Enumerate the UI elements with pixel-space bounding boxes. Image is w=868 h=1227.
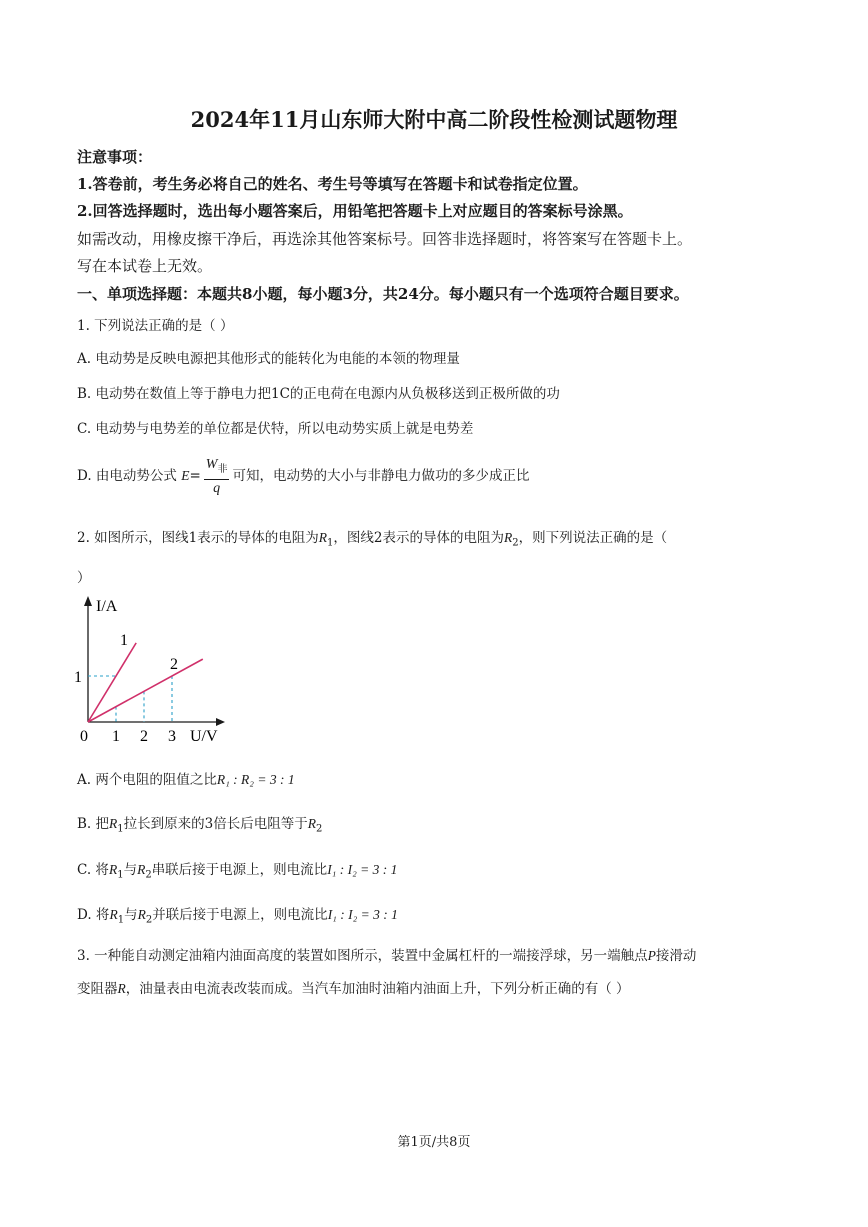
series-1-line bbox=[88, 643, 136, 722]
q2-option-c: C. 将$R_1$与$R_2$串联后接于电源上，则电流比I₁ : I₂ = 3 : 1 bbox=[77, 862, 398, 881]
q1-stem: 1. 下列说法正确的是（ ） bbox=[77, 318, 234, 334]
notice-item-2: 2.回答选择题时，选出每小题答案后，用铅笔把答题卡上对应题目的答案标号涂黑。 bbox=[77, 202, 633, 220]
iv-graph bbox=[70, 590, 230, 750]
page-title: 2024年11月山东师大附中高二阶段性检测试题物理 bbox=[190, 107, 678, 132]
y-tick-label-1: 1 bbox=[74, 669, 82, 686]
q2-option-b: B. 把$R_1$拉长到原来的3倍长后电阻等于$R_2$ bbox=[77, 816, 323, 835]
q1-option-d: D. 由电动势公式 E= $\frac{W_非}{q}$ 可知，电动势的大小与非静电力做功的多少成正比 bbox=[77, 457, 530, 496]
section-heading: 一、单项选择题：本题共8小题，每小题3分，共24分。每小题只有一个选项符合题目要求。 bbox=[77, 285, 689, 303]
q1-option-c: C. 电动势与电势差的单位都是伏特，所以电动势实质上就是电势差 bbox=[77, 421, 474, 437]
q2-stem: 2. 如图所示，图线1表示的导体的电阻为$R_1$，图线2表示的导体的电阻为$R_2$，则下列说法正确的是（ bbox=[77, 530, 668, 549]
x-tick-label-2: 2 bbox=[140, 728, 148, 745]
page-footer: 第1页/共8页 bbox=[397, 1135, 471, 1150]
x-axis-label: U/V bbox=[190, 728, 218, 745]
notice-item-2-cont-1: 如需改动，用橡皮擦干净后，再选涂其他答案标号。回答非选择题时，将答案写在答题卡上。 bbox=[77, 230, 693, 248]
series-lines bbox=[88, 643, 203, 722]
q3-line-1: 3. 一种能自动测定油箱内油面高度的装置如图所示，装置中金属杠杆的一端接浮球，另一端触点P接滑动 bbox=[77, 948, 697, 964]
q1-option-b: B. 电动势在数值上等于静电力把1C的正电荷在电源内从负极移送到正极所做的功 bbox=[77, 386, 560, 402]
y-axis-label: I/A bbox=[96, 598, 118, 615]
series-2-label: 2 bbox=[170, 656, 178, 673]
emf-formula-fraction: $\frac{W_非}{q}$ bbox=[205, 457, 228, 496]
tick-labels bbox=[74, 669, 176, 745]
y-axis-arrow bbox=[84, 596, 92, 606]
series-1-label: 1 bbox=[120, 632, 128, 649]
q2-option-a: A. 两个电阻的阻值之比R₁ : R₂ = 3 : 1 bbox=[77, 772, 295, 788]
x-axis-arrow bbox=[216, 718, 225, 726]
notice-item-2-cont-2: 写在本试卷上无效。 bbox=[77, 257, 213, 275]
q3-line-2: 变阻器R，油量表由电流表改装而成。当汽车加油时油箱内油面上升，下列分析正确的有（ ） bbox=[77, 981, 630, 997]
q1-option-a: A. 电动势是反映电源把其他形式的能转化为电能的本领的物理量 bbox=[77, 351, 460, 367]
notice-item-1: 1.答卷前，考生务必将自己的姓名、考生号等填写在答题卡和试卷指定位置。 bbox=[77, 175, 588, 193]
q2-option-d: D. 将$R_1$与$R_2$并联后接于电源上，则电流比I₁ : I₂ = 3 : 1 bbox=[77, 907, 398, 926]
x-tick-label-3: 3 bbox=[168, 728, 176, 745]
x-tick-label-1: 1 bbox=[112, 728, 120, 745]
series-2-line bbox=[88, 659, 203, 722]
origin-label: 0 bbox=[80, 728, 88, 745]
q2-stem-close: ） bbox=[77, 570, 91, 586]
notice-heading: 注意事项： bbox=[77, 148, 153, 166]
